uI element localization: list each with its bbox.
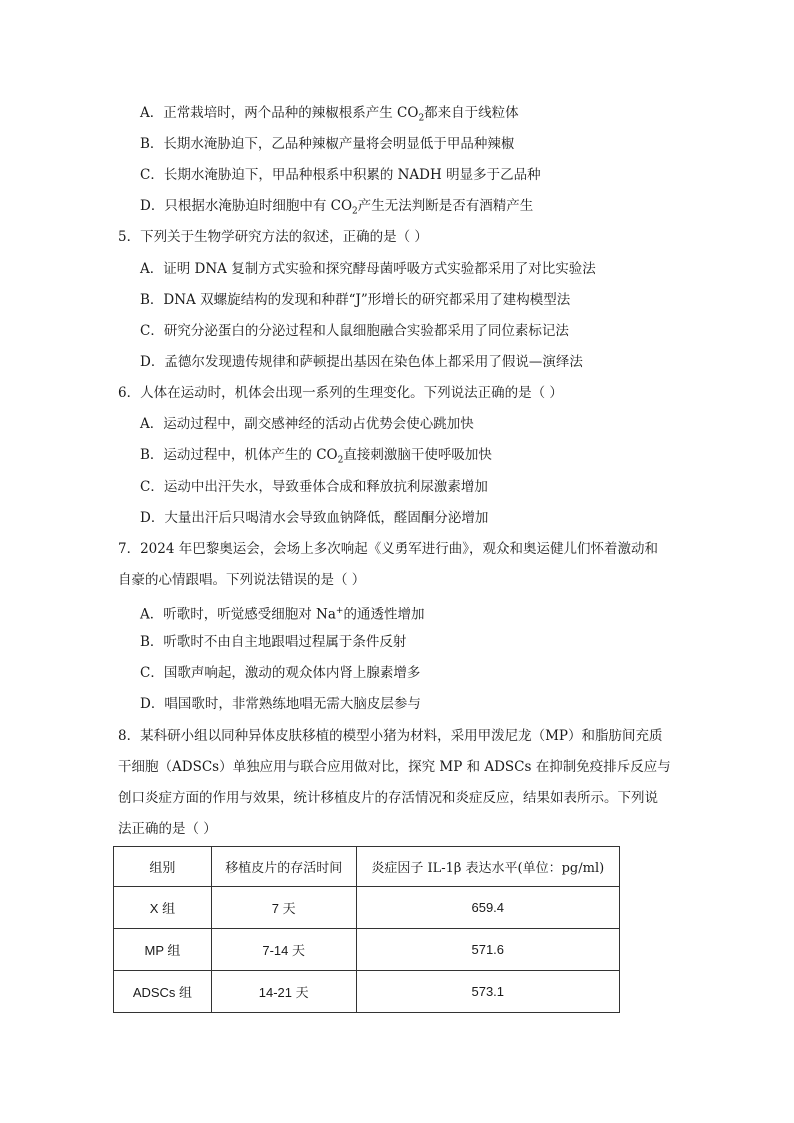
table-row (114, 971, 620, 1013)
q7-stem-line2: 自豪的心情跟唱。下列说法错误的是（ ） (118, 572, 366, 588)
q4-option-a-text: A．正常栽培时，两个品种的辣椒根系产生 CO (140, 105, 419, 121)
q4-option-b: B．长期水淹胁迫下，乙品种辣椒产量将会明显低于甲品种辣椒 (140, 136, 515, 152)
table-header-cell: 移植皮片的存活时间 (211, 847, 356, 887)
table-cell: 7-14 天 (211, 929, 356, 971)
table-header-row (114, 847, 620, 887)
table-cell: 659.4 (356, 887, 619, 929)
q4-option-a (140, 103, 519, 129)
q7-option-a-sup: + (335, 606, 344, 616)
q8-stem-line1: 8．某科研小组以同种异体皮肤移植的模型小猪为材料，采用甲泼尼龙（MP）和脂肪间充质 (118, 728, 663, 744)
q7-option-d: D．唱国歌时，非常熟练地唱无需大脑皮层参与 (140, 696, 421, 712)
q5-stem: 5．下列关于生物学研究方法的叙述，正确的是（ ） (118, 229, 428, 245)
q4-option-a-sub: 2 (418, 113, 425, 124)
q4-option-d (140, 196, 533, 222)
table-header-cell: 组别 (114, 847, 212, 887)
table-cell: 14-21 天 (211, 971, 356, 1013)
q7-option-a (140, 601, 424, 625)
q7-stem-line1: 7．2024 年巴黎奥运会，会场上多次响起《义勇军进行曲》，观众和奥运健儿们怀着激动和 (118, 541, 658, 557)
q4-option-c: C．长期水淹胁迫下，甲品种根系中积累的 NADH 明显多于乙品种 (140, 167, 541, 183)
q4-option-d-text-end: 产生无法判断是否有酒精产生 (357, 198, 534, 214)
q8-stem-line3: 创口炎症方面的作用与效果，统计移植皮片的存活情况和炎症反应，结果如表所示。下列说 (118, 790, 658, 806)
q5-option-c: C．研究分泌蛋白的分泌过程和人鼠细胞融合实验都采用了同位素标记法 (140, 323, 569, 339)
table-header-cell: 炎症因子 IL-1β 表达水平(单位：pg/ml) (356, 847, 619, 887)
table-cell: 571.6 (356, 929, 619, 971)
q8-stem-line2: 干细胞（ADSCs）单独应用与联合应用做对比，探究 MP 和 ADSCs 在抑制免疫排斥反应与 (118, 759, 671, 775)
table-cell: ADSCs 组 (114, 971, 212, 1013)
q7-option-b: B．听歌时不由自主地跟唱过程属于条件反射 (140, 634, 407, 650)
table-cell: MP 组 (114, 929, 212, 971)
q5-option-d: D．孟德尔发现遗传规律和萨顿提出基因在染色体上都采用了假说—演绎法 (140, 354, 583, 370)
table-cell: X 组 (114, 887, 212, 929)
q8-stem-line4: 法正确的是（ ） (118, 821, 217, 837)
q7-option-a-text-end: 的通透性增加 (343, 606, 425, 623)
q6-stem: 6．人体在运动时，机体会出现一系列的生理变化。下列说法正确的是（ ） (118, 385, 563, 401)
q6-option-b-text: B．运动过程中，机体产生的 CO (140, 447, 338, 463)
table-row (114, 887, 620, 929)
q5-option-a: A．证明 DNA 复制方式实验和探究酵母菌呼吸方式实验都采用了对比实验法 (140, 261, 596, 277)
q7-option-a-text: A．听歌时，听觉感受细胞对 Na (140, 606, 336, 623)
q7-option-c: C．国歌声响起，激动的观众体内肾上腺素增多 (140, 665, 421, 681)
results-table (113, 846, 620, 1013)
q6-option-d: D．大量出汗后只喝清水会导致血钠降低，醛固酮分泌增加 (140, 510, 489, 526)
table-row (114, 929, 620, 971)
q6-option-b (140, 445, 492, 471)
q4-option-a-text-end: 都来自于线粒体 (424, 105, 519, 121)
table-cell: 7 天 (211, 887, 356, 929)
q6-option-b-text-end: 直接刺激脑干使呼吸加快 (343, 447, 492, 463)
table-cell: 573.1 (356, 971, 619, 1013)
q6-option-a: A．运动过程中，副交感神经的活动占优势会使心跳加快 (140, 416, 474, 432)
q5-option-b: B．DNA 双螺旋结构的发现和种群“J”形增长的研究都采用了建构模型法 (140, 292, 571, 308)
q4-option-d-text: D．只根据水淹胁迫时细胞中有 CO (140, 198, 353, 214)
q6-option-c: C．运动中出汗失水，导致垂体合成和释放抗利尿激素增加 (140, 479, 488, 495)
q4-option-d-sub: 2 (352, 206, 358, 217)
q6-option-b-sub: 2 (337, 455, 344, 466)
